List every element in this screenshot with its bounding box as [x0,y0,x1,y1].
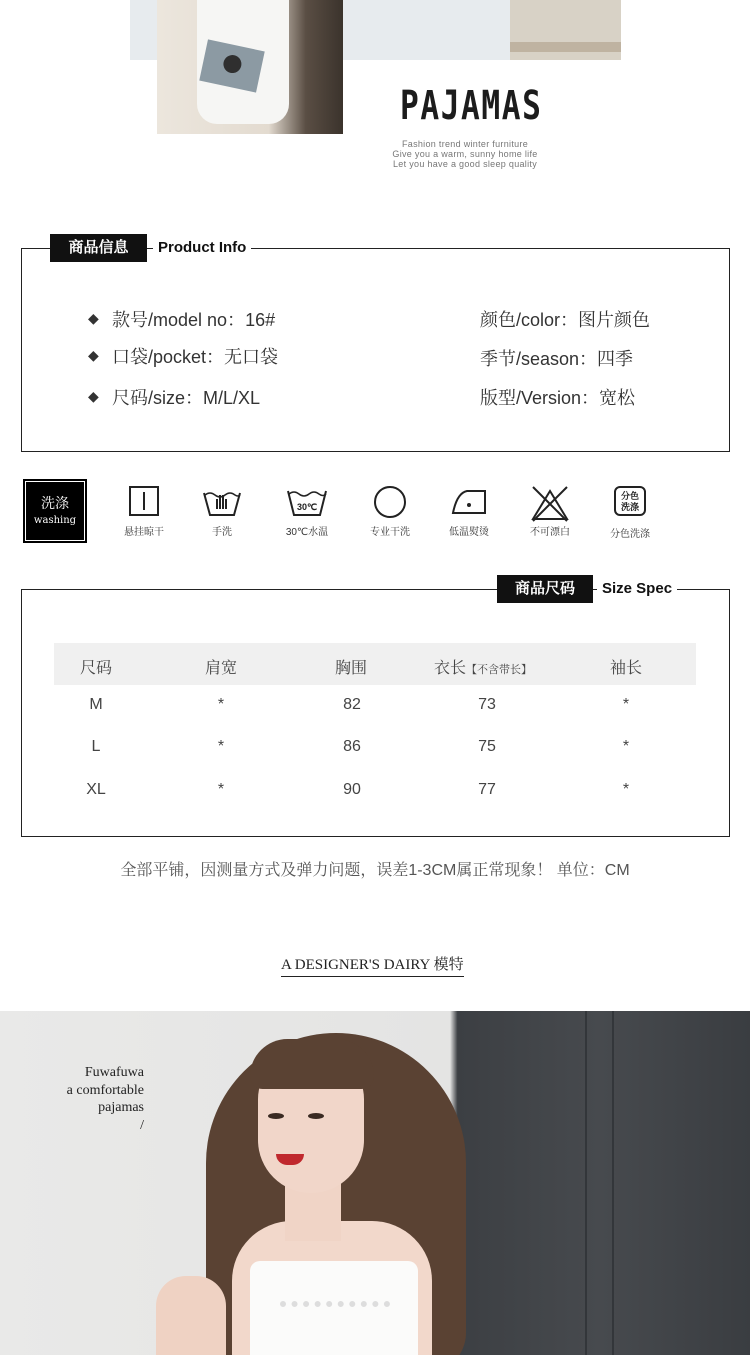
model-caption: Fuwafuwa a comfortable pajamas / [66,1065,144,1133]
header-length: 衣长【不含带长】 [433,660,533,677]
info-size: 尺码/size：M/L/XL [112,388,261,408]
measurement-note: 全部平铺，因测量方式及弹力问题，误差1-3CM属正常现象！ 单位：CM [120,862,630,879]
svg-text:洗涤: 洗涤 [620,503,640,513]
header-bust: 胸围 [334,660,368,677]
hero-window-image [510,0,621,60]
hero-tagline-1: Fashion trend winter furniture [401,139,529,149]
product-info-tag-cn: 商品信息 [50,234,147,262]
product-info-tag-en: Product Info [153,234,251,262]
care-item-hang-dry: 悬挂晾干 [108,485,180,538]
info-color: 颜色/color：图片颜色 [480,310,651,330]
hang-dry-icon [128,485,160,517]
hero-tagline-3: Let you have a good sleep quality [393,159,537,169]
separate-wash-icon [613,485,647,517]
size-spec-tag-cn: 商品尺码 [497,575,593,603]
no-bleach-icon [529,485,571,523]
model-eye [308,1113,324,1119]
hero-tagline-2: Give you a warm, sunny home life [392,149,538,159]
info-season: 季节/season：四季 [480,349,634,369]
model-eye [268,1113,284,1119]
header-size: 尺码 [79,660,113,677]
dry-clean-icon [373,485,407,519]
info-version: 版型/Version：宽松 [480,388,636,408]
model-lace [280,1261,390,1307]
hero-photo [157,0,343,134]
model-hand [156,1276,226,1355]
wash-30c-icon [286,485,328,517]
model-bangs [250,1039,374,1089]
size-table-header [54,643,696,685]
care-item-dry-clean: 专业干洗 [354,485,426,538]
svg-text:分色: 分色 [620,492,640,502]
hero-title: PAJAMAS [400,83,543,129]
bullet-icon: ◆ [88,388,99,404]
info-model-no: 款号/model no：16# [112,310,276,330]
care-item-no-bleach: 不可漂白 [514,485,586,538]
care-item-wash-30: 30℃ 30℃水温 [271,485,343,538]
care-item-separate-wash: 分色 洗涤 分色洗涤 [594,485,666,540]
svg-text:30℃: 30℃ [296,502,318,512]
care-item-low-iron: 低温熨烫 [433,485,505,538]
header-sleeve: 袖长 [609,660,643,677]
info-pocket: 口袋/pocket：无口袋 [112,347,279,367]
low-iron-icon [449,485,489,517]
model-photo [0,1011,750,1355]
hero-banner [0,0,750,190]
care-item-hand-wash: 手洗 [186,485,258,538]
header-shoulder: 肩宽 [204,660,238,677]
washing-badge: 洗涤 washing [23,479,87,543]
bullet-icon: ◆ [88,310,99,326]
designer-heading: A DESIGNER'S DAIRY 模特 [281,953,464,977]
hand-wash-icon [202,485,242,517]
bullet-icon: ◆ [88,347,99,363]
size-spec-tag-en: Size Spec [597,575,677,603]
